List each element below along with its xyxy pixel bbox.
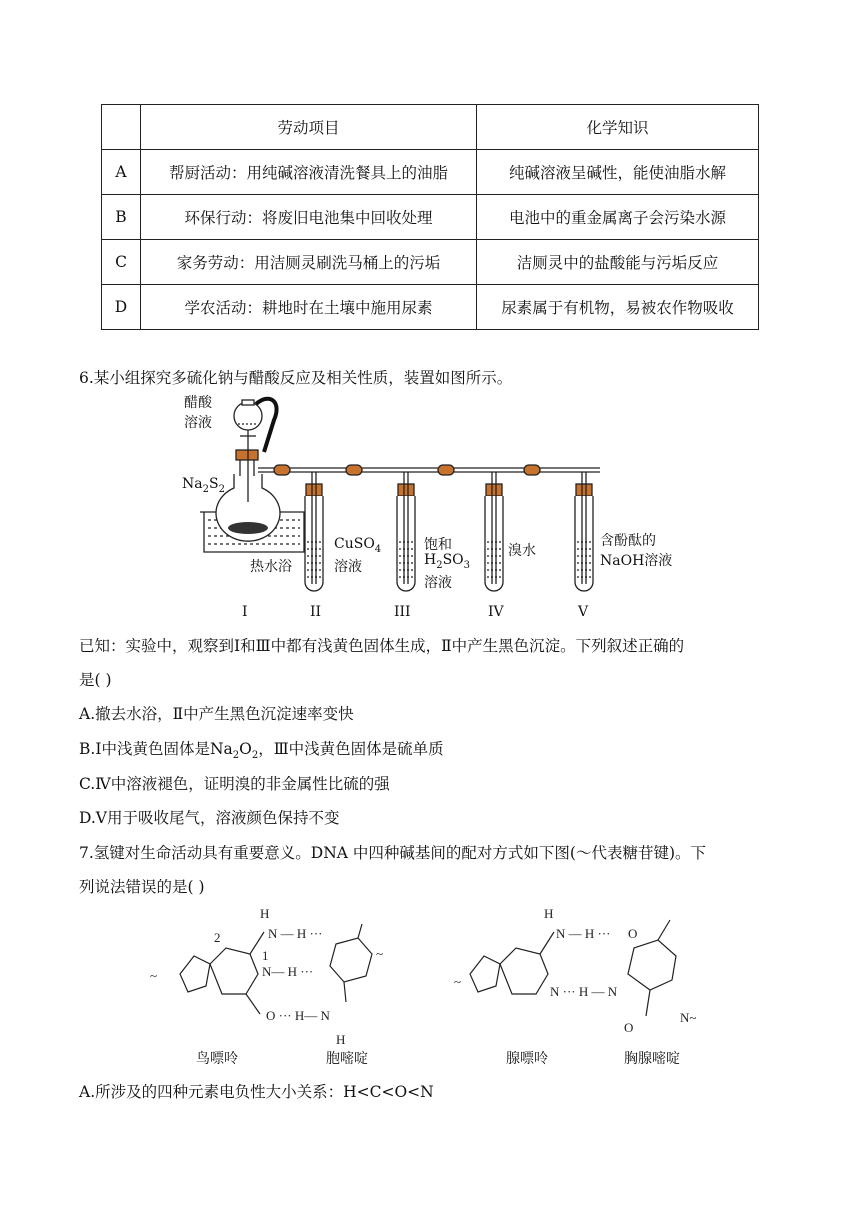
option-a: A.撤去水浴，Ⅱ中产生黑色沉淀速率变快 (79, 705, 354, 723)
svg-text:H: H (336, 1032, 346, 1047)
adenine-label: 腺嘌呤 (506, 1051, 548, 1067)
question-6-known: 已知：实验中，观察到Ⅰ和Ⅲ中都有浅黄色固体生成，Ⅱ中产生黑色沉淀。下列叙述正确的 (79, 637, 685, 655)
table-cell-project: 帮厨活动：用纯碱溶液清洗餐具上的油脂 (141, 150, 477, 195)
table-cell-knowledge: 纯碱溶液呈碱性，能使油脂水解 (477, 150, 759, 195)
base-pair-drawing (150, 902, 710, 1072)
option-c: C.Ⅳ中溶液褪色，证明溴的非金属性比硫的强 (79, 775, 390, 793)
table-cell-project: 学农活动：耕地时在土壤中施用尿素 (141, 285, 477, 330)
tube-3-label: 溶液 (424, 575, 452, 591)
table-row (102, 285, 759, 330)
tube-stopper (306, 484, 322, 496)
svg-text:~: ~ (150, 968, 158, 983)
tube-4-label: 溴水 (508, 543, 536, 559)
funnel-label: 醋酸 (184, 395, 212, 411)
roman-label: II (310, 604, 322, 620)
roman-label: I (242, 604, 248, 620)
table-cell-project: 家务劳动：用洁厕灵刷洗马桶上的污垢 (141, 240, 477, 285)
tube-5-label: NaOH溶液 (600, 553, 673, 569)
tube-2-label: CuSO$_4$ (334, 536, 382, 555)
svg-text:O: O (628, 926, 638, 941)
roman-label: V (578, 604, 589, 620)
apparatus-figure (170, 392, 690, 624)
tube-3-label: $H_2SO_3$ (424, 552, 471, 571)
table-header-cell (102, 105, 141, 150)
table-header-row (102, 105, 759, 150)
table-cell-option: B (102, 195, 141, 240)
tube-stopper (398, 484, 414, 496)
tube-3-label: 饱和 (424, 537, 452, 553)
table-header-cell: 劳动项目 (141, 105, 477, 150)
question-6-known: 是( ) (79, 671, 112, 689)
svg-text:N — H ···: N — H ··· (556, 926, 611, 941)
svg-text:N— H ···: N— H ··· (262, 964, 314, 979)
question-7-option-a: A.所涉及的四种元素电负性大小关系：H<C<O<N (79, 1083, 434, 1101)
tube-5-label: 含酚酞的 (600, 533, 656, 549)
table-cell-knowledge: 尿素属于有机物，易被农作物吸收 (477, 285, 759, 330)
svg-text:2: 2 (214, 930, 221, 945)
svg-text:N ··· H — N: N ··· H — N (550, 984, 618, 999)
cytosine-label: 胞嘧啶 (326, 1051, 368, 1067)
roman-label: III (394, 604, 411, 620)
thymine-label: 胸腺嘧啶 (624, 1051, 680, 1067)
base-pair-figure (150, 902, 710, 1072)
option-d: D.Ⅴ用于吸收尾气，溶液颜色保持不变 (79, 809, 340, 827)
svg-text:N — H ···: N — H ··· (268, 926, 323, 941)
svg-text:H: H (544, 906, 554, 921)
bath-label: 热水浴 (250, 559, 292, 575)
funnel-label: 溶液 (184, 415, 212, 431)
table-cell-option: C (102, 240, 141, 285)
labor-knowledge-table (101, 104, 759, 330)
tube-stopper (486, 484, 502, 496)
tube-2-label: 溶液 (334, 559, 362, 575)
table-cell-knowledge: 洁厕灵中的盐酸能与污垢反应 (477, 240, 759, 285)
svg-text:O ··· H— N: O ··· H— N (266, 1008, 330, 1023)
question-6-stem: 6.某小组探究多硫化钠与醋酸反应及相关性质，装置如图所示。 (79, 369, 513, 387)
svg-text:N~: N~ (680, 1010, 697, 1025)
option-b: B.Ⅰ中浅黄色固体是$Na_2O_2$，Ⅲ中浅黄色固体是硫单质 (79, 740, 444, 762)
svg-text:~: ~ (376, 946, 384, 961)
table-cell-option: D (102, 285, 141, 330)
flask-label: $Na_2S_2$ (182, 476, 225, 495)
table-row (102, 195, 759, 240)
table-header-cell: 化学知识 (477, 105, 759, 150)
roman-label: IV (488, 604, 504, 620)
guanine-label: 鸟嘌呤 (196, 1051, 238, 1067)
table-cell-option: A (102, 150, 141, 195)
svg-text:1: 1 (262, 948, 269, 963)
table-row (102, 240, 759, 285)
table-cell-knowledge: 电池中的重金属离子会污染水源 (477, 195, 759, 240)
question-7-stem: 7.氢键对生命活动具有重要意义。DNA 中四种碱基间的配对方式如下图(～代表糖苷键)。下 (79, 844, 706, 862)
svg-text:~: ~ (454, 974, 462, 989)
table-row (102, 150, 759, 195)
svg-text:H: H (260, 906, 270, 921)
question-7-stem: 列说法错误的是( ) (79, 878, 205, 896)
table-cell-project: 环保行动：将废旧电池集中回收处理 (141, 195, 477, 240)
svg-text:O: O (624, 1020, 634, 1035)
tube-stopper (576, 484, 592, 496)
